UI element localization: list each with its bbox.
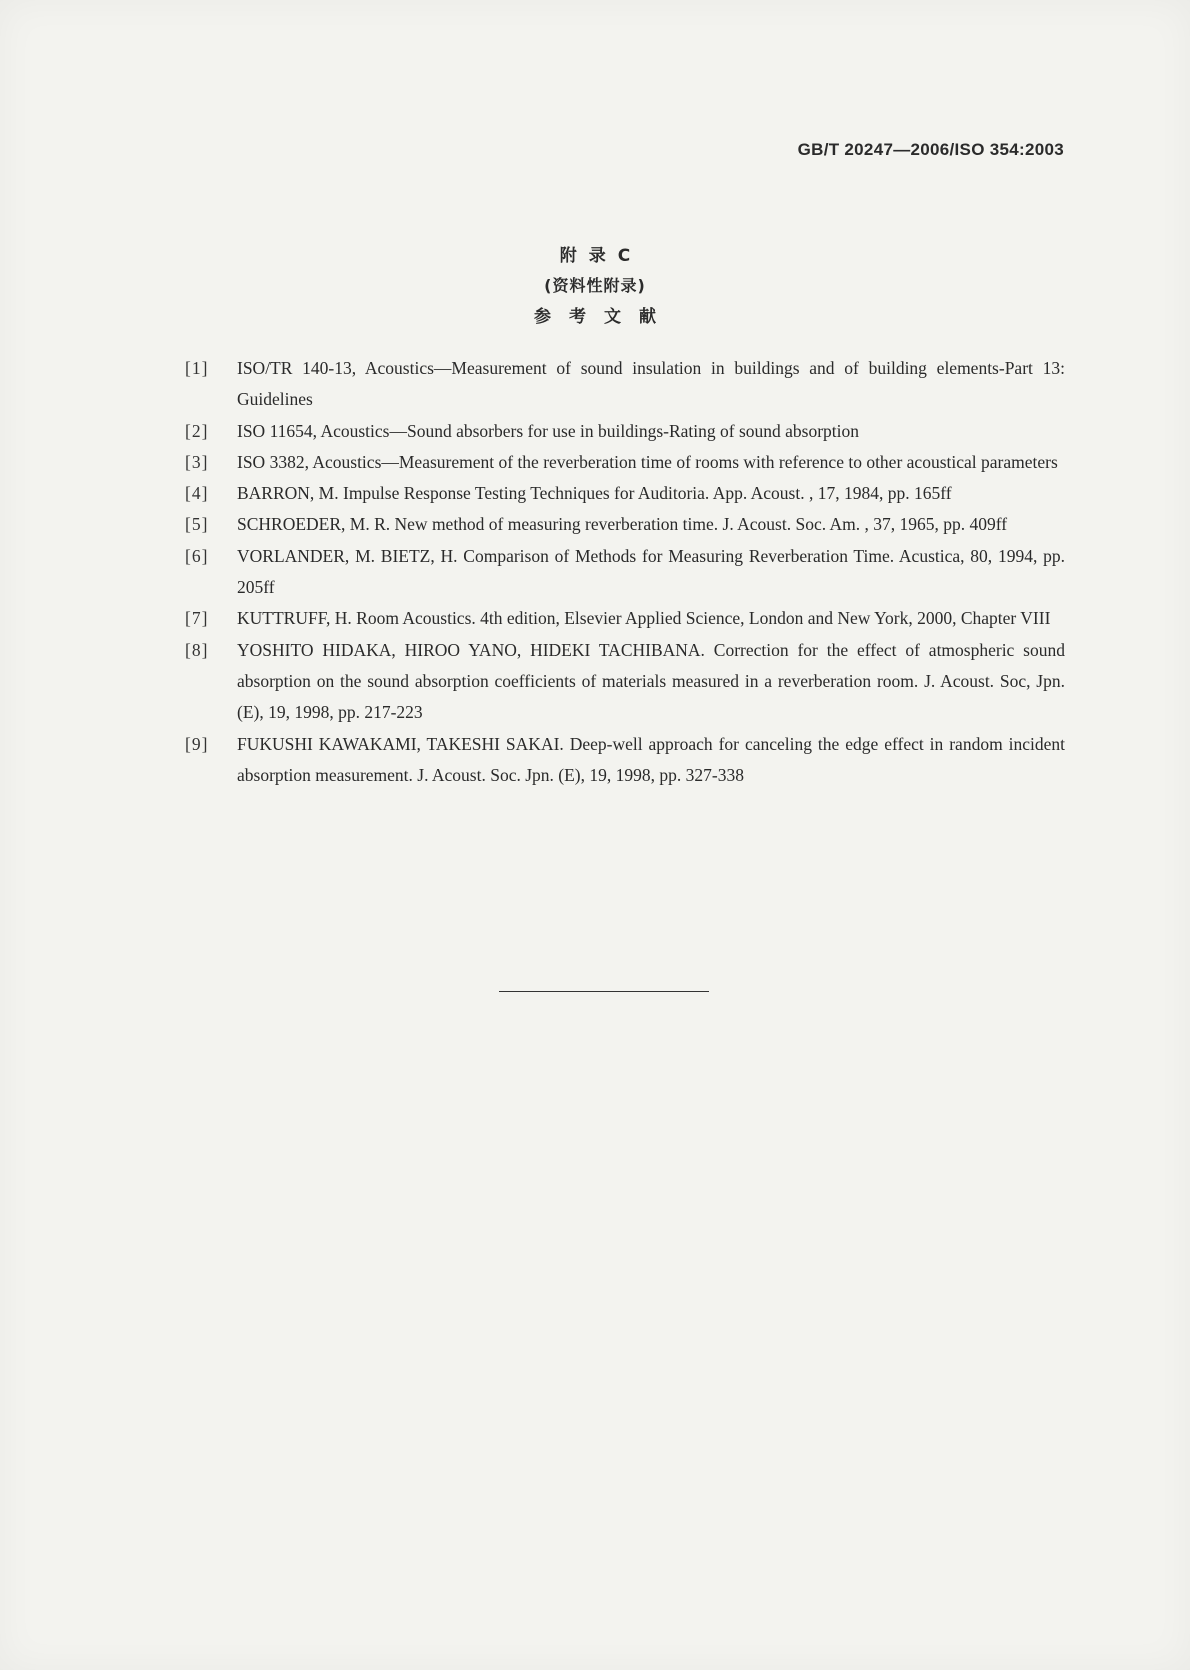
appendix-header bbox=[0, 243, 1190, 331]
reference-text: FUKUSHI KAWAKAMI, TAKESHI SAKAI. Deep-well approach for canceling the edge effect in random incident absorption measurement. J. Acoust. Soc. Jpn. (E), 19, 1998, pp. 327-338 bbox=[237, 733, 1065, 785]
reference-number: [9] bbox=[185, 733, 209, 754]
reference-number: [5] bbox=[185, 514, 209, 535]
reference-item bbox=[185, 478, 1065, 509]
reference-text: ISO 3382, Acoustics—Measurement of the reverberation time of rooms with reference to other acoustical parameters bbox=[237, 451, 1058, 472]
reference-number: [4] bbox=[185, 483, 209, 504]
reference-item bbox=[185, 353, 1065, 416]
reference-item bbox=[185, 603, 1065, 634]
reference-item bbox=[185, 635, 1065, 729]
reference-text: ISO/TR 140-13, Acoustics—Measurement of sound insulation in buildings and of building elements-Part 13: Guidelines bbox=[237, 358, 1065, 410]
reference-text: ISO 11654, Acoustics—Sound absorbers for use in buildings-Rating of sound absorption bbox=[237, 420, 860, 441]
reference-number: [2] bbox=[185, 420, 209, 441]
reference-text: YOSHITO HIDAKA, HIROO YANO, HIDEKI TACHIBANA. Correction for the effect of atmospheric sound absorption on the sound absorption coefficients of materials measured in a reverberation room. J. Acoust. Soc, Jpn. (E), 19, 1998, pp. 217-223 bbox=[237, 639, 1065, 723]
reference-item bbox=[185, 729, 1065, 792]
reference-text: VORLANDER, M. BIETZ, H. Comparison of Methods for Measuring Reverberation Time. Acustica, 80, 1994, pp. 205ff bbox=[237, 545, 1065, 598]
standard-code: GB/T 20247—2006/ISO 354:2003 bbox=[797, 140, 1064, 159]
end-divider bbox=[499, 991, 709, 992]
appendix-subtitle: (资料性附录) bbox=[544, 276, 646, 295]
reference-number: [6] bbox=[185, 545, 209, 566]
reference-number: [8] bbox=[185, 639, 209, 660]
reference-item bbox=[185, 447, 1065, 478]
reference-text: BARRON, M. Impulse Response Testing Techniques for Auditoria. App. Acoust. , 17, 1984, pp. 165ff bbox=[237, 483, 952, 504]
appendix-title: 附录C bbox=[559, 246, 643, 266]
reference-item bbox=[185, 509, 1065, 540]
reference-number: [7] bbox=[185, 608, 209, 629]
reference-list bbox=[185, 353, 1065, 791]
reference-item bbox=[185, 541, 1065, 604]
reference-text: SCHROEDER, M. R. New method of measuring reverberation time. J. Acoust. Soc. Am. , 37, 1965, pp. 409ff bbox=[237, 514, 1008, 535]
reference-number: [1] bbox=[185, 358, 209, 378]
reference-text: KUTTRUFF, H. Room Acoustics. 4th edition, Elsevier Applied Science, London and New York, 2000, Chapter VIII bbox=[237, 608, 1051, 629]
reference-number: [3] bbox=[185, 451, 209, 472]
reference-item bbox=[185, 416, 1065, 447]
bibliography-heading: 参考文献 bbox=[534, 307, 674, 327]
